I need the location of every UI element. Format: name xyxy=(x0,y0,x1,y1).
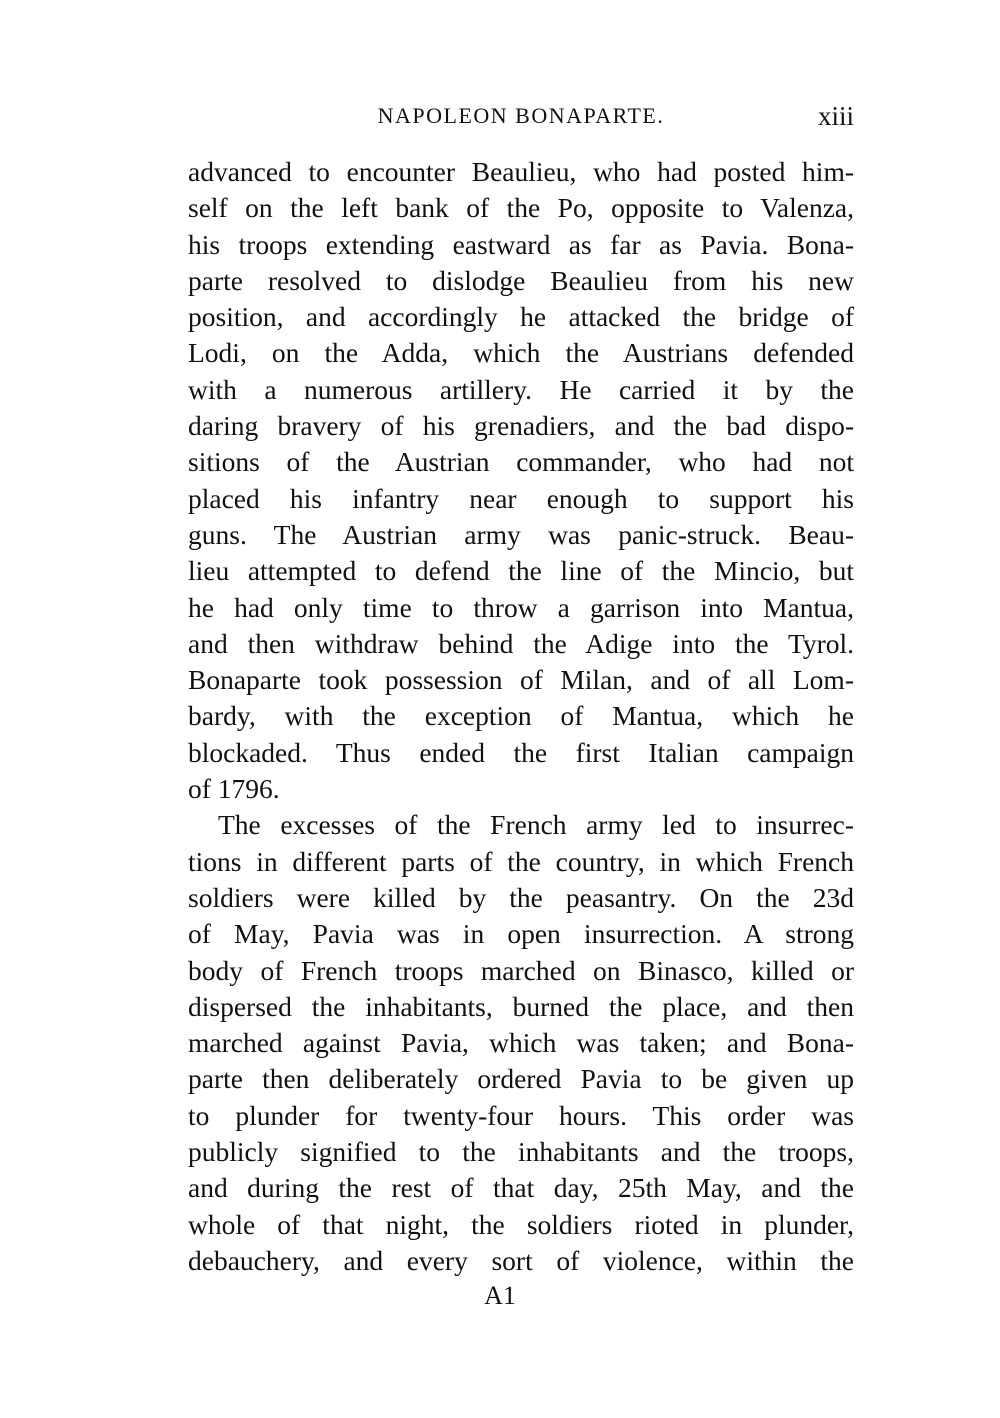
page-number: xiii xyxy=(817,101,854,131)
text-line: self on the left bank of the Po, opposite to Valenza, xyxy=(188,192,854,224)
text-line: body of French troops marched on Binasco, killed or xyxy=(188,954,854,986)
text-line: publicly signified to the inhabitants and the troops, xyxy=(188,1136,854,1168)
text-line: tions in different parts of the country, in which French xyxy=(188,845,854,877)
text-line: he had only time to throw a garrison into Mantua, xyxy=(188,591,854,623)
text-line: with a numerous artillery. He carried it by the xyxy=(188,373,854,405)
text-line: Bonaparte took possession of Milan, and of all Lom- xyxy=(188,664,854,696)
text-line: parte resolved to dislodge Beaulieu from his new xyxy=(188,264,854,296)
text-line: Lodi, on the Adda, which the Austrians defended xyxy=(188,337,854,369)
paragraph xyxy=(188,807,854,1279)
text-line: his troops extending eastward as far as Pavia. Bona- xyxy=(188,228,854,260)
text-line: debauchery, and every sort of violence, within the xyxy=(188,1244,854,1276)
text-line: soldiers were killed by the peasantry. On the 23d xyxy=(188,881,854,913)
text-line: to plunder for twenty-four hours. This order was xyxy=(188,1099,854,1131)
running-head xyxy=(188,96,854,136)
text-line: bardy, with the exception of Mantua, which he xyxy=(188,700,854,732)
text-line: lieu attempted to defend the line of the Mincio, but xyxy=(188,555,854,587)
text-line: whole of that night, the soldiers rioted in plunder, xyxy=(188,1208,854,1240)
running-title: NAPOLEON BONAPARTE. xyxy=(377,103,665,128)
text-line: advanced to encounter Beaulieu, who had posted him- xyxy=(188,156,854,187)
text-line: guns. The Austrian army was panic-struck. Beau- xyxy=(188,518,854,550)
body-text xyxy=(188,154,854,1279)
text-line: placed his infantry near enough to support his xyxy=(188,482,854,514)
text-line: of 1796. xyxy=(188,773,280,805)
paragraph xyxy=(188,154,854,807)
text-line: and then withdraw behind the Adige into the Tyrol. xyxy=(188,627,854,659)
text-line: position, and accordingly he attacked the bridge of xyxy=(188,301,854,333)
text-line: The excesses of the French army led to insurrec- xyxy=(218,809,854,841)
text-line: blockaded. Thus ended the first Italian campaign xyxy=(188,736,854,768)
text-line: daring bravery of his grenadiers, and the bad dispo- xyxy=(188,410,854,442)
printer-signature-mark: A1 xyxy=(484,1281,516,1310)
text-line: marched against Pavia, which was taken; and Bona- xyxy=(188,1027,854,1059)
text-line: parte then deliberately ordered Pavia to be given up xyxy=(188,1063,854,1095)
text-line: dispersed the inhabitants, burned the place, and then xyxy=(188,990,854,1022)
text-line: sitions of the Austrian commander, who had not xyxy=(188,446,854,478)
text-line: of May, Pavia was in open insurrection. A strong xyxy=(188,918,854,950)
text-line: and during the rest of that day, 25th May, and the xyxy=(188,1172,854,1204)
